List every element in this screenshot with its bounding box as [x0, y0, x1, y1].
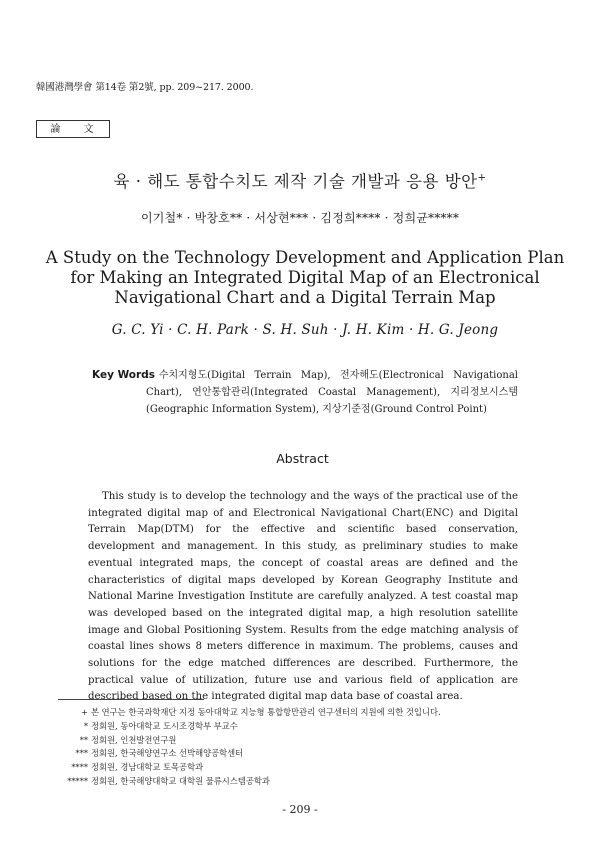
korean-authors: 이기철* · 박창호** · 서상현*** · 김정희**** · 정희균***** [140, 211, 460, 225]
footnote-item [48, 734, 518, 748]
footnotes [48, 706, 518, 789]
footnote-mark: * [83, 720, 88, 731]
journal-citation: 韓國港灣學會 第14卷 第2號, pp. 209~217. 2000. [36, 82, 254, 93]
footnote-item [48, 747, 518, 761]
footnote-mark: *** [75, 748, 88, 759]
funding-mark: + [477, 172, 487, 184]
footnote-text: 정회원, 인천발전연구원 [91, 734, 177, 745]
footnote-item [48, 775, 518, 789]
footnote-mark: **** [71, 762, 88, 773]
keywords-label: Key Words [92, 369, 155, 381]
footnote-text: 정회원, 한국해양대학교 대학원 물류시스템공학과 [91, 775, 270, 786]
english-title: A Study on the Technology Development and Application Plan for Making an Integrated Digital Map of an Electronical Navigational Chart and a Digital Terrain Map [45, 248, 565, 307]
footnote-text: 정회원, 경남대학교 토목공학과 [91, 762, 204, 773]
footnote-text: 정회원, 한국해양연구소 선박해양공학센터 [91, 748, 244, 759]
footnote-item [48, 761, 518, 775]
footnote-text: 본 연구는 한국과학재단 지정 동아대학교 지능형 통합항만관리 연구센터의 지원에 의한 것입니다. [91, 707, 441, 717]
footnote-item [48, 706, 518, 720]
english-authors: G. C. Yi · C. H. Park · S. H. Suh · J. H. Kim · H. G. Jeong [111, 322, 499, 338]
footnote-text: 정회원, 동아대학교 도시조경학부 부교수 [91, 720, 238, 731]
footnote-mark: ** [79, 734, 88, 745]
footnote-item [48, 720, 518, 734]
keywords-text: : 수치지형도(Digital Terrain Map), 전자해도(Electronical Navigational Chart), 연안통합관리(Integrated Coastal Management), 지리정보시스템(Geographic Information System), 지상기준점(Ground Control Point) [146, 370, 518, 415]
korean-title-text: 육 · 해도 통합수치도 제작 기술 개발과 응용 방안 [113, 172, 478, 191]
article-category-box: 論 文 [36, 120, 110, 138]
abstract-heading: Abstract [276, 451, 329, 466]
footnote-mark: + [81, 707, 88, 717]
page-number: - 209 - [282, 803, 318, 816]
abstract-body: This study is to develop the technology and the ways of the practical use of the integrated digital map of and Electronical Navigational Chart(ENC) and Digital Terrain Map(DTM) for the effective and scientific based conservation, development and management. In this study, as preliminary studies to make eventual integrated maps, the concept of coastal areas are defined and the characteristics of digital maps developed by Korean Geography Institute and National Marine Investigation Institute are carefully analyzed. A test coastal map was developed based on the integrated digital map, a high resolution satellite image and Global Positioning System. Results from the edge matching analysis of coastal lines shows 8 meters difference in maximum. The problems, causes and solutions for the edge matched differences are described. Furthermore, the practical value of utilization, future use and various field of application are described based on the integrated digital map data base of coastal area. [88, 491, 518, 703]
korean-title [0, 168, 600, 192]
footnote-divider [58, 699, 204, 700]
footnote-mark: ***** [67, 775, 88, 786]
